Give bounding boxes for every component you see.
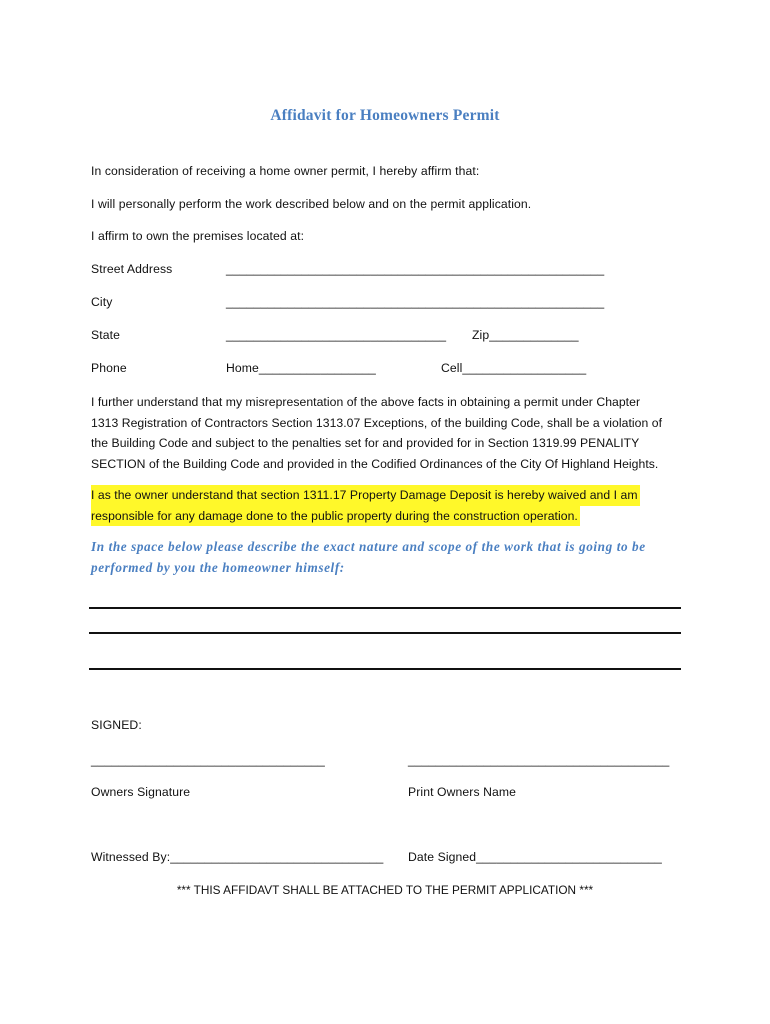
highlighted-line: I as the owner understand that section 1311.17 Property Damage Deposit is hereby waived and I am [91, 485, 640, 506]
owner-signature-line[interactable]: __________________________________ [91, 753, 325, 767]
street-address-line[interactable]: _______________________________________________________ [226, 262, 605, 276]
describe-work-instruction [91, 537, 691, 578]
highlighted-line: responsible for any damage done to the public property during the construction operation. [91, 506, 580, 527]
home-phone-field[interactable]: Home_________________ [226, 361, 376, 375]
city-label: City [91, 295, 113, 309]
misrepresentation-line: the Building Code and subject to the penalties set for and provided for in Section 1319.99 PENALITY [91, 436, 640, 450]
street-address-label: Street Address [91, 262, 173, 276]
work-description-line[interactable] [89, 607, 681, 609]
misrepresentation-line: SECTION of the Building Code and provided in the Codified Ordinances of the City Of Highland Heights. [91, 456, 659, 471]
footer-note: *** THIS AFFIDAVT SHALL BE ATTACHED TO THE PERMIT APPLICATION *** [176, 883, 594, 897]
print-name-line[interactable]: ______________________________________ [408, 753, 670, 767]
state-label: State [91, 328, 120, 342]
describe-line: In the space below please describe the exact nature and scope of the work that is going to be [91, 539, 646, 554]
date-signed-field[interactable]: Date Signed___________________________ [408, 850, 662, 864]
print-owners-name-label: Print Owners Name [408, 785, 517, 799]
witnessed-by-field[interactable]: Witnessed By:_______________________________ [91, 850, 384, 864]
work-description-line[interactable] [89, 632, 681, 634]
misrepresentation-paragraph [91, 392, 691, 474]
city-line[interactable]: _______________________________________________________ [226, 295, 605, 309]
phone-label: Phone [91, 361, 127, 375]
cell-phone-field[interactable]: Cell__________________ [441, 361, 587, 375]
highlighted-waiver-paragraph [91, 485, 691, 526]
document-title: Affidavit for Homeowners Permit [270, 107, 500, 124]
zip-field[interactable]: Zip_____________ [472, 328, 579, 342]
misrepresentation-line: 1313 Registration of Contractors Section 1313.07 Exceptions, of the building Code, shall be a violation of [91, 415, 663, 430]
owners-signature-label: Owners Signature [91, 785, 191, 799]
statement-work: I will personally perform the work described below and on the permit application. [91, 197, 532, 211]
intro-text: In consideration of receiving a home owner permit, I hereby affirm that: [91, 164, 480, 178]
state-line[interactable]: ________________________________ [226, 328, 447, 342]
describe-line: performed by you the homeowner himself: [91, 559, 345, 575]
statement-premises: I affirm to own the premises located at: [91, 229, 305, 243]
signed-label: SIGNED: [91, 718, 142, 732]
misrepresentation-line: I further understand that my misrepresentation of the above facts in obtaining a permit under Chapter [91, 395, 641, 409]
work-description-line[interactable] [89, 668, 681, 670]
